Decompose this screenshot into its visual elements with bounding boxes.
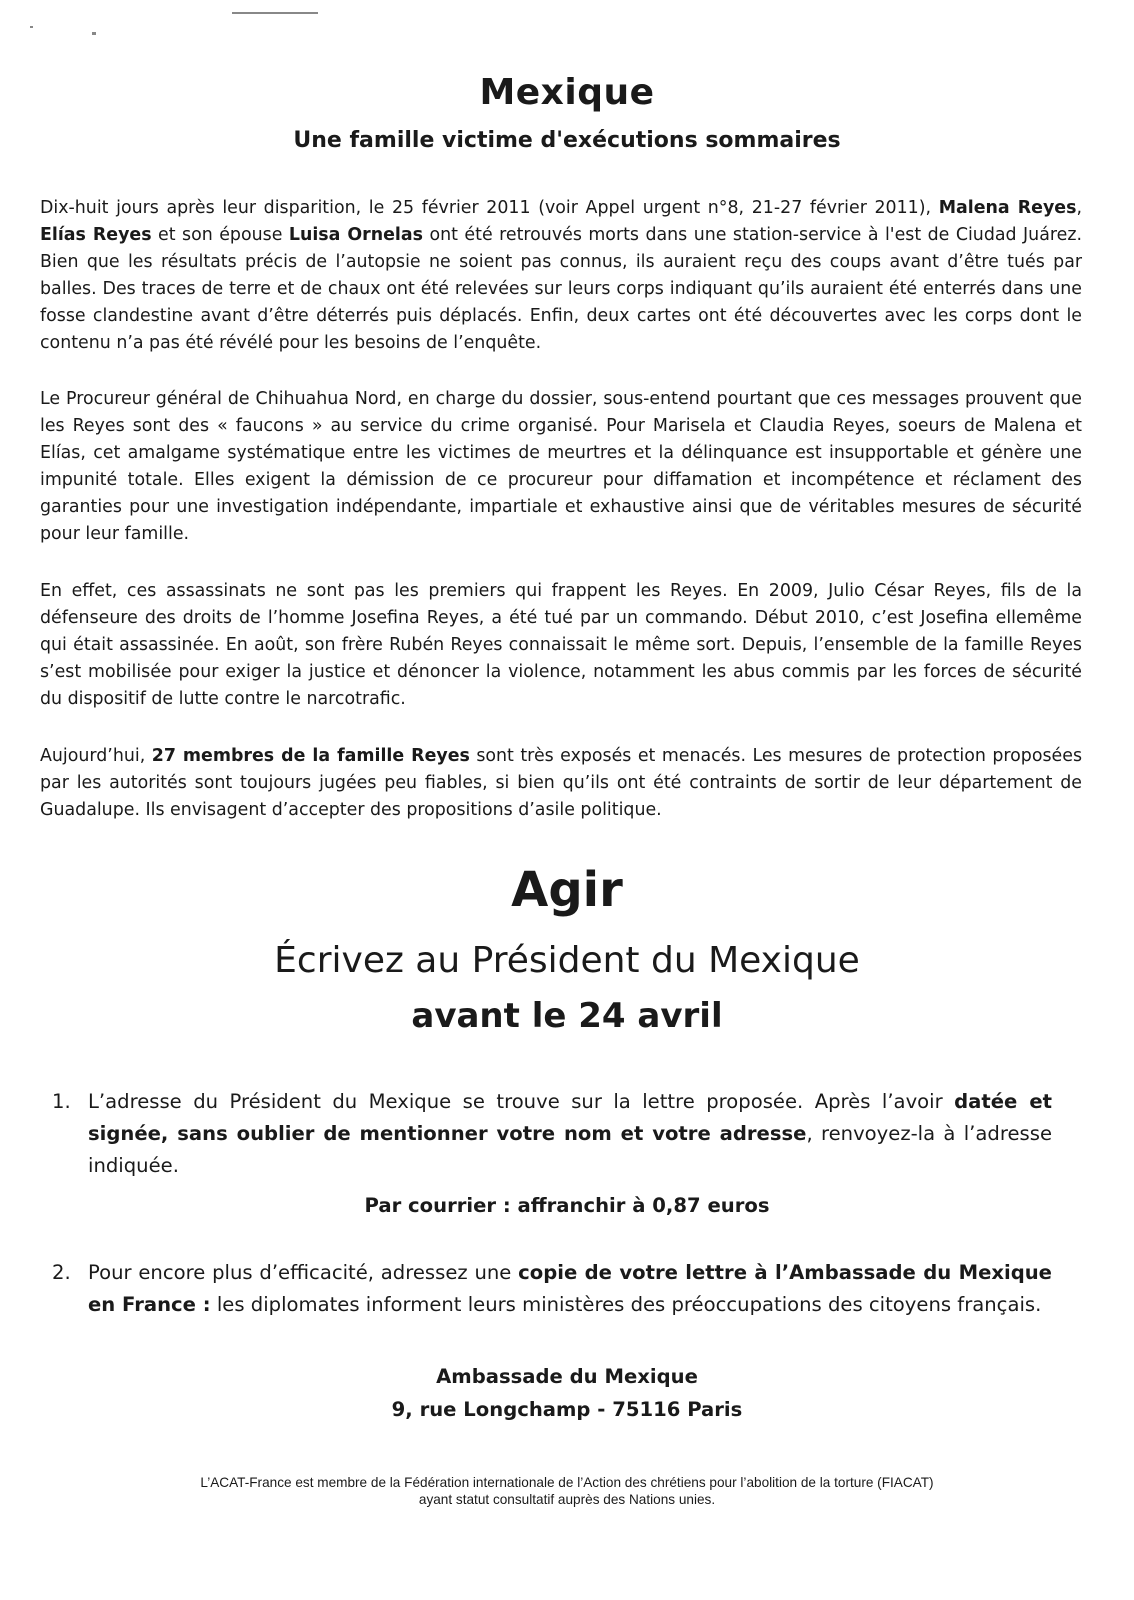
step-text-part: Pour encore plus d’efficacité, adressez une [88, 1261, 519, 1284]
family-members-count: 27 membres de la famille Reyes [151, 746, 470, 766]
scan-artifact [30, 26, 33, 28]
paragraph-text: sont très exposés et menacés. Les mesures de protection proposées par les autorités sont toujours jugées peu fiables, si bien qu’ils ont été contraints de sortir de leur département de Guadalupe. Ils envisagent d’accepter des propositions d’asile politique. [40, 746, 1083, 820]
name-elias-reyes: Elías Reyes [40, 225, 152, 245]
footer-line-2: ayant statut consultatif auprès des Nations unies. [418, 1492, 716, 1507]
page-title: Mexique [479, 72, 655, 113]
footer-line-1: L’ACAT-France est membre de la Fédération internationale de l’Action des chrétiens pour l’abolition de la torture (FIACAT) [200, 1475, 934, 1490]
paragraph-text: Dix-huit jours après leur disparition, le 25 février 2011 (voir Appel urgent n°8, 21-27 février 2011), [40, 198, 939, 218]
embassy-name: Ambassade du Mexique [436, 1365, 698, 1388]
paragraph-3: En effet, ces assassinats ne sont pas les premiers qui frappent les Reyes. En 2009, Julio César Reyes, fils de la défenseure des droits de l’homme Josefina Reyes, a été tué par un commando. Début 2010, c’est Josefina ellemême qui était assassinée. En août, son frère Rubén Reyes connaissait le même sort. Depuis, l’ensemble de la famille Reyes s’est mobilisée pour exiger la justice et dénoncer la violence, notamment les abus commis par les forces de sécurité du dispositif de lutte contre le narcotrafic. [40, 581, 1082, 709]
step-text-part: les diplomates informent leurs ministères des préoccupations des citoyens français. [210, 1293, 1042, 1316]
step-number: 2. [52, 1261, 71, 1284]
step-text [88, 1257, 1052, 1321]
step-text [88, 1086, 1052, 1182]
paragraph-text: ont été retrouvés morts dans une station-service à l'est de Ciudad Juárez. Bien que les résultats précis de l’autopsie ne soient pas connus, ils auraient reçu des coups avant d’être tués par balles. Des traces de terre et de chaux ont été relevées sur leurs corps indiquant qu’ils auraient été enterrés dans une fosse clandestine avant d’être déterrés puis déplacés. Enfin, deux cartes ont été découvertes avec les corps dont le contenu n’a pas été révélé pour les besoins de l’enquête. [40, 225, 1082, 353]
scan-artifact [232, 12, 318, 14]
paragraph-text: et son épouse [151, 225, 289, 245]
paragraph-1 [40, 195, 1082, 357]
name-luisa-ornelas: Luisa Ornelas [288, 225, 423, 245]
step-number: 1. [52, 1090, 71, 1113]
action-instruction: Écrivez au Président du Mexique [274, 940, 860, 981]
step-emphasis: copie de votre lettre à l’Ambassade du Mexique en France : [88, 1261, 1052, 1316]
embassy-address: 9, rue Longchamp - 75116 Paris [391, 1398, 743, 1421]
footer-note [0, 1474, 1134, 1508]
action-heading: Agir [511, 862, 623, 918]
name-malena-reyes: Malena Reyes [938, 198, 1077, 218]
paragraph-text: , [1076, 198, 1082, 218]
postage-note: Par courrier : affranchir à 0,87 euros [364, 1194, 770, 1217]
paragraph-2: Le Procureur général de Chihuahua Nord, en charge du dossier, sous-entend pourtant que ces messages prouvent que les Reyes sont des « faucons » au service du crime organisé. Pour Marisela et Claudia Reyes, soeurs de Malena et Elías, cet amalgame systématique entre les victimes de meurtres et la délinquance est insupportable et génère une impunité totale. Elles exigent la démission de ce procureur pour diffamation et incompétence et réclament des garanties pour une investigation indépendante, impartiale et exhaustive ainsi que de véritables mesures de sécurité pour leur famille. [40, 389, 1082, 544]
page-subtitle: Une famille victime d'exécutions sommaires [293, 128, 841, 153]
paragraph-4 [40, 743, 1082, 824]
scan-artifact [92, 32, 96, 35]
step-2 [52, 1257, 1052, 1321]
step-emphasis: datée et signée, sans oublier de mentionner votre nom et votre adresse [88, 1090, 1053, 1145]
step-text-part: L’adresse du Président du Mexique se trouve sur la lettre proposée. Après l’avoir [88, 1090, 955, 1113]
action-deadline: avant le 24 avril [411, 996, 723, 1036]
step-text-part: , renvoyez-la à l’adresse indiquée. [88, 1122, 1052, 1177]
paragraph-text: Aujourd’hui, [40, 746, 152, 766]
step-1 [52, 1086, 1052, 1182]
